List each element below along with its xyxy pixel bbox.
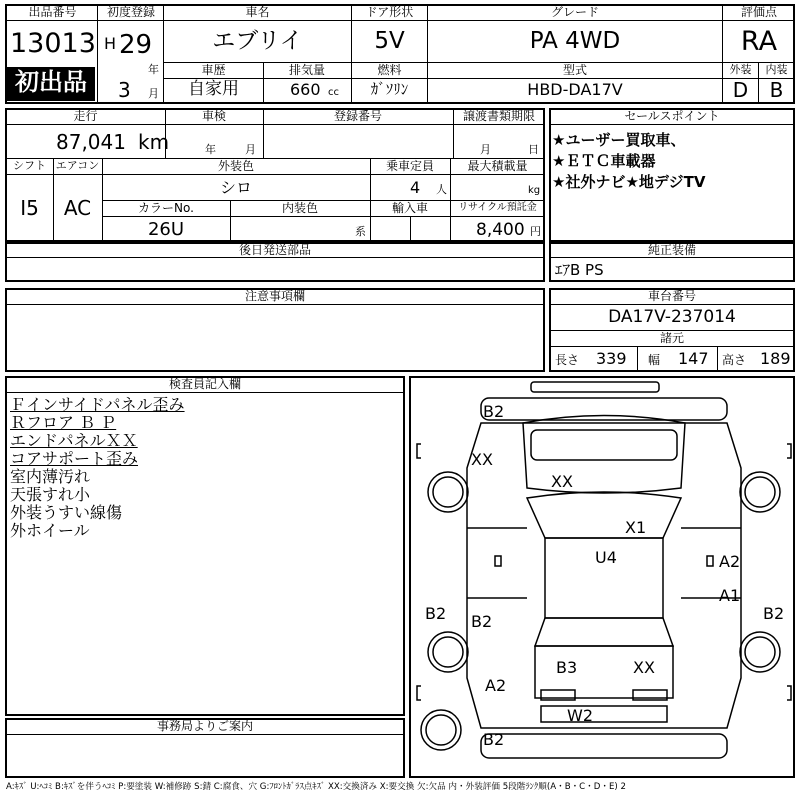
reg-year-unit: 年 xyxy=(148,63,159,76)
inspection-year-unit: 年 xyxy=(205,143,216,156)
remark-line: 天張すれ小 xyxy=(10,485,91,504)
damage-mark: B2 xyxy=(483,730,505,749)
remark-line: 外ホイール xyxy=(10,521,90,540)
reg-month: 3 xyxy=(118,78,131,102)
sales-points-label: セールスポイント xyxy=(624,109,720,123)
remark-line: エンドパネルＸＸ xyxy=(10,431,138,450)
damage-mark: B3 xyxy=(556,658,578,677)
ac-label: エアコン xyxy=(55,159,100,172)
int-color-label: 内装色 xyxy=(281,201,318,215)
first-listing-badge-label: 初出品 xyxy=(15,68,87,96)
genuine-label: 純正装備 xyxy=(647,243,696,257)
capacity: 4 xyxy=(410,178,421,197)
capacity-unit: 人 xyxy=(436,183,447,196)
lot-no-label: 出品番号 xyxy=(28,5,77,19)
recycle-unit: 円 xyxy=(530,225,541,238)
remark-line: 外装うすい線傷 xyxy=(10,503,123,522)
import-label: 輸入車 xyxy=(391,201,428,215)
genuine-equipment: ｴｱB PS xyxy=(555,261,604,279)
damage-mark: XX xyxy=(633,658,655,677)
width: 147 xyxy=(678,349,709,368)
damage-mark: B2 xyxy=(425,604,447,623)
load-label: 最大積載量 xyxy=(467,159,528,173)
load-unit: kg xyxy=(528,185,541,196)
score: RA xyxy=(740,26,778,57)
displacement-unit: cc xyxy=(328,87,339,98)
grade: PA 4WD xyxy=(529,28,621,54)
reg-era: H xyxy=(104,34,117,53)
color-label: 外装色 xyxy=(217,159,254,173)
transfer-month-unit: 月 xyxy=(480,143,491,156)
int-score: B xyxy=(769,78,784,102)
color-no: 26U xyxy=(147,219,185,240)
int-color-unit: 系 xyxy=(355,225,366,238)
damage-mark: B2 xyxy=(483,402,505,421)
damage-mark: U4 xyxy=(595,548,617,567)
recycle: 8,400 xyxy=(476,220,525,240)
ext-score: D xyxy=(732,78,749,102)
damage-mark: B2 xyxy=(471,612,493,631)
sales-point: ★ユーザー買取車、 xyxy=(552,131,686,149)
shift: I5 xyxy=(20,196,39,220)
chassis-number: DA17V-237014 xyxy=(608,307,736,327)
door-type: 5V xyxy=(374,28,405,54)
transfer-day-unit: 日 xyxy=(528,143,539,156)
door-label: ドア形状 xyxy=(365,5,414,19)
chassis-label: 車台番号 xyxy=(647,289,696,303)
sales-point: ★ＥＴＣ車載器 xyxy=(552,152,656,170)
mileage-unit: km xyxy=(138,130,170,154)
damage-mark: XX xyxy=(471,450,493,469)
history: 自家用 xyxy=(188,79,239,99)
length-label: 長さ xyxy=(555,353,580,367)
damage-mark: B2 xyxy=(763,604,785,623)
recycle-label: リサイクル預託金 xyxy=(458,202,537,213)
width-label: 幅 xyxy=(648,353,661,367)
reg-year: 29 xyxy=(119,30,153,60)
sales-points-list xyxy=(552,130,705,193)
reg-label: 初度登録 xyxy=(106,5,155,19)
history-label: 車歴 xyxy=(201,63,226,77)
length: 339 xyxy=(596,349,627,368)
inspection-label: 車検 xyxy=(201,109,226,123)
displacement: 660 xyxy=(290,80,321,99)
height-label: 高さ xyxy=(722,353,747,367)
inspector-label: 検査員記入欄 xyxy=(168,377,241,391)
damage-mark: X1 xyxy=(625,518,647,537)
damage-mark: A2 xyxy=(485,676,507,695)
reg-month-unit: 月 xyxy=(148,87,159,100)
remark-line: コアサポート歪み xyxy=(10,449,139,468)
color: シロ xyxy=(219,178,252,197)
later-parts-label: 後日発送部品 xyxy=(238,243,311,257)
model: HBD-DA17V xyxy=(527,80,623,99)
fuel: ｶﾞｿﾘﾝ xyxy=(370,80,409,98)
sales-point: ★社外ナビ★地デジTV xyxy=(552,173,706,191)
remark-line: 室内薄汚れ xyxy=(10,467,91,486)
score-label: 評価点 xyxy=(740,5,777,19)
dims-label: 諸元 xyxy=(659,331,684,345)
damage-mark: W2 xyxy=(567,706,593,725)
ext-score-label: 外装 xyxy=(729,63,752,76)
color-no-label: カラーNo. xyxy=(138,201,194,215)
plate-label: 登録番号 xyxy=(333,109,382,123)
damage-mark: A1 xyxy=(719,586,741,605)
int-score-label: 内装 xyxy=(765,63,788,76)
shift-label: シフト xyxy=(13,159,46,172)
height: 189 xyxy=(760,349,791,368)
fuel-label: 燃料 xyxy=(377,63,402,77)
remark-line: Ｒフロア Ｂ Ｐ xyxy=(10,413,117,432)
transfer-label: 譲渡書類期限 xyxy=(462,109,535,123)
spec-section xyxy=(5,108,545,242)
capacity-label: 乗車定員 xyxy=(385,159,434,173)
damage-mark: XX xyxy=(551,472,573,491)
car-outline-drawing xyxy=(411,378,797,780)
mileage: 87,041 xyxy=(56,130,126,154)
office-label: 事務局よりご案内 xyxy=(156,719,253,733)
notes-label: 注意事項欄 xyxy=(244,289,305,303)
grade-label: グレード xyxy=(550,5,599,19)
remark-line: Ｆインサイドパネル歪み xyxy=(10,395,185,414)
mileage-label: 走行 xyxy=(73,109,98,123)
legend-footer: A:ｷｽﾞ U:ﾍｺﾐ B:ｷｽﾞを伴うﾍｺﾐ P:要塗装 W:補修跡 S:錆 C:腐食、穴 G:ﾌﾛﾝﾄｶﾞﾗｽ点ｷｽﾞ XX:交換済み X:要交換 欠:欠品 内・外装評価 5段階ﾗﾝｸ順(A・B・C・D・E) 2 xyxy=(6,782,626,792)
damage-mark: A2 xyxy=(719,552,741,571)
lot-no: 13013 xyxy=(10,28,96,59)
name-label: 車名 xyxy=(245,5,270,19)
damage-diagram xyxy=(409,376,795,778)
car-name: エブリイ xyxy=(212,28,303,54)
model-label: 型式 xyxy=(562,63,587,77)
inspection-month-unit: 月 xyxy=(245,143,256,156)
displacement-label: 排気量 xyxy=(288,63,325,77)
ac: AC xyxy=(63,196,92,220)
inspector-remarks xyxy=(10,396,185,540)
